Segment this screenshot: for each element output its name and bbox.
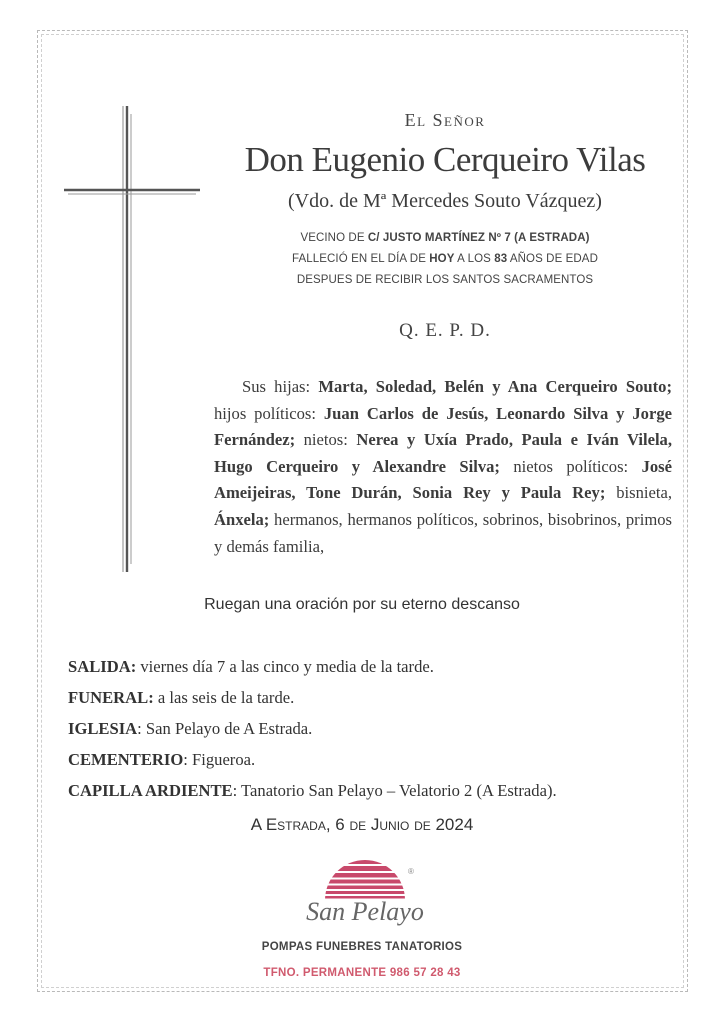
cross-icon — [62, 104, 202, 574]
info-iglesia: IGLESIA: San Pelayo de A Estrada. — [68, 719, 313, 738]
svg-text:®: ® — [408, 867, 414, 876]
info-capilla: CAPILLA ARDIENTE: Tanatorio San Pelayo – Velatorio 2 (A Estrada). — [68, 781, 557, 800]
company-tagline: POMPAS FUNEBRES TANATORIOS — [261, 941, 463, 953]
honorific: El Señor — [404, 110, 486, 130]
family-paragraph: Sus hijas: Marta, Soledad, Belén y Ana Cerqueiro Souto; hijos políticos: Juan Carlos de Jesús, Leonardo Silva y Jorge Fernández; nietos: Nerea y Uxía Prado, Paula e Iván Vilela, Hugo Cerqueiro y Alexandre Silva; nietos políticos: José Ameijeiras, Tone Durán, Sonia Rey y Paula Rey; bisnieta, Ánxela; hermanos, hermanos políticos, sobrinos, bisobrinos, primos y demás familia, — [214, 377, 673, 556]
date-line: A Estrada, 6 de Junio de 2024 — [250, 815, 474, 834]
info-cementerio: CEMENTERIO: Figueroa. — [68, 750, 256, 769]
death-line: FALLECIÓ EN EL DÍA DE HOY A LOS 83 AÑOS DE EDAD — [292, 253, 598, 265]
svg-text:San Pelayo: San Pelayo — [306, 897, 424, 926]
info-funeral: FUNERAL: a las seis de la tarde. — [68, 688, 295, 707]
deceased-name: Don Eugenio Cerqueiro Vilas — [244, 140, 646, 179]
san-pelayo-logo — [290, 858, 440, 938]
phone-line: TFNO. PERMANENTE 986 57 28 43 — [263, 967, 461, 979]
qepd: Q. E. P. D. — [399, 320, 491, 341]
widow-of: (Vdo. de Mª Mercedes Souto Vázquez) — [288, 190, 602, 212]
sacraments-line: DESPUES DE RECIBIR LOS SANTOS SACRAMENTOS — [296, 274, 594, 286]
prayer-request: Ruegan una oración por su eterno descanso — [204, 596, 520, 613]
info-salida: SALIDA: viernes día 7 a las cinco y media de la tarde. — [68, 657, 434, 676]
residence-line: VECINO DE C/ JUSTO MARTÍNEZ Nº 7 (A ESTRADA) — [300, 232, 590, 244]
